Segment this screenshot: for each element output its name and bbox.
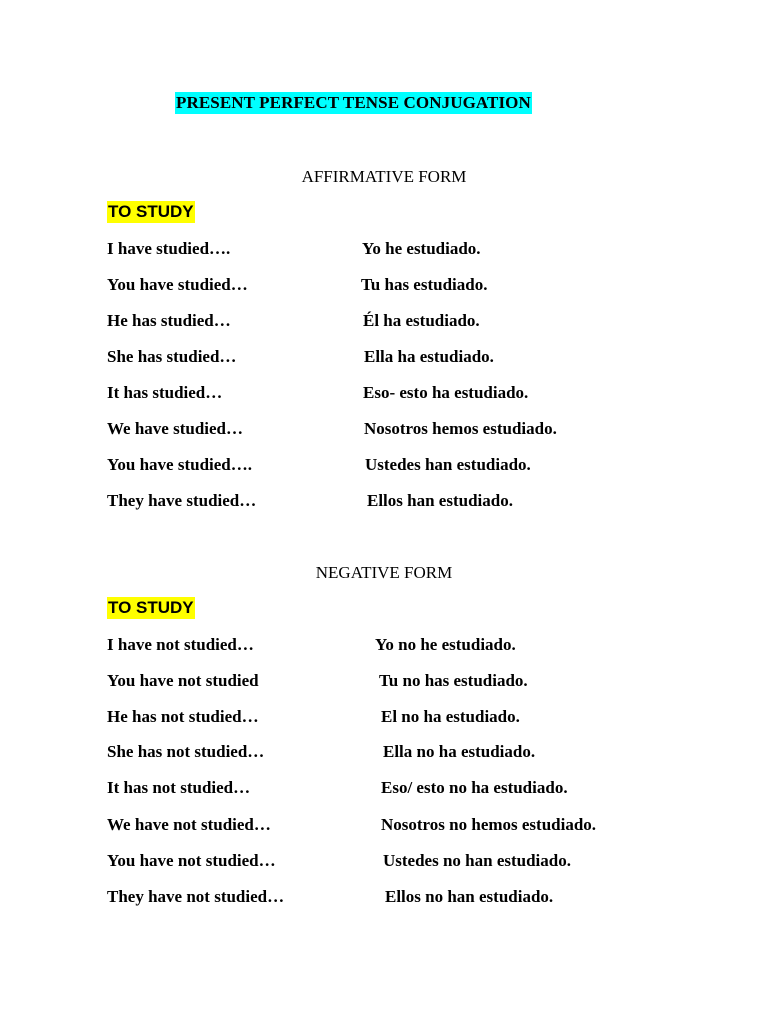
spanish-phrase: Ustedes no han estudiado. bbox=[383, 851, 571, 870]
spanish-phrase: Ellos han estudiado. bbox=[367, 491, 513, 510]
affirmative-row bbox=[0, 418, 768, 442]
spanish-phrase: Ellos no han estudiado. bbox=[385, 887, 554, 906]
english-phrase: You have not studied… bbox=[107, 851, 276, 870]
spanish-phrase: Tu has estudiado. bbox=[361, 275, 488, 294]
affirmative-row bbox=[0, 238, 768, 262]
spanish-phrase: Nosotros hemos estudiado. bbox=[364, 419, 557, 438]
affirmative-verb-label: TO STUDY bbox=[108, 202, 194, 221]
english-phrase: He has not studied… bbox=[107, 707, 259, 726]
english-phrase: They have not studied… bbox=[107, 887, 285, 906]
negative-row bbox=[0, 886, 768, 910]
affirmative-row bbox=[0, 382, 768, 406]
spanish-phrase: Yo no he estudiado. bbox=[375, 635, 516, 654]
english-phrase: She has studied… bbox=[107, 347, 237, 366]
negative-heading: NEGATIVE FORM bbox=[315, 563, 453, 582]
english-phrase: They have studied… bbox=[107, 491, 257, 510]
spanish-phrase: Él ha estudiado. bbox=[363, 311, 480, 330]
affirmative-row bbox=[0, 490, 768, 514]
english-phrase: I have not studied… bbox=[107, 635, 254, 654]
affirmative-row bbox=[0, 310, 768, 334]
negative-row bbox=[0, 706, 768, 730]
english-phrase: She has not studied… bbox=[107, 742, 265, 761]
spanish-phrase: Eso- esto ha estudiado. bbox=[363, 383, 529, 402]
english-phrase: You have studied…. bbox=[107, 455, 253, 474]
spanish-phrase: Ella ha estudiado. bbox=[364, 347, 494, 366]
spanish-phrase: El no ha estudiado. bbox=[381, 707, 520, 726]
english-phrase: You have studied… bbox=[107, 275, 248, 294]
negative-row bbox=[0, 777, 768, 801]
english-phrase: You have not studied bbox=[107, 671, 259, 690]
english-phrase: We have not studied… bbox=[107, 815, 271, 834]
spanish-phrase: Ella no ha estudiado. bbox=[383, 742, 536, 761]
affirmative-row bbox=[0, 454, 768, 478]
spanish-phrase: Eso/ esto no ha estudiado. bbox=[381, 778, 568, 797]
spanish-phrase: Yo he estudiado. bbox=[362, 239, 481, 258]
negative-verb-label: TO STUDY bbox=[108, 598, 194, 617]
spanish-phrase: Tu no has estudiado. bbox=[379, 671, 528, 690]
page-title: PRESENT PERFECT TENSE CONJUGATION bbox=[176, 93, 531, 112]
spanish-phrase: Nosotros no hemos estudiado. bbox=[381, 815, 597, 834]
english-phrase: We have studied… bbox=[107, 419, 244, 438]
affirmative-row bbox=[0, 346, 768, 370]
negative-row bbox=[0, 634, 768, 658]
affirmative-heading: AFFIRMATIVE FORM bbox=[301, 167, 467, 186]
negative-row bbox=[0, 850, 768, 874]
spanish-phrase: Ustedes han estudiado. bbox=[365, 455, 531, 474]
english-phrase: He has studied… bbox=[107, 311, 231, 330]
affirmative-row bbox=[0, 274, 768, 298]
english-phrase: I have studied…. bbox=[107, 239, 231, 258]
english-phrase: It has studied… bbox=[107, 383, 223, 402]
english-phrase: It has not studied… bbox=[107, 778, 251, 797]
negative-row bbox=[0, 670, 768, 694]
negative-row bbox=[0, 814, 768, 838]
negative-row bbox=[0, 741, 768, 765]
